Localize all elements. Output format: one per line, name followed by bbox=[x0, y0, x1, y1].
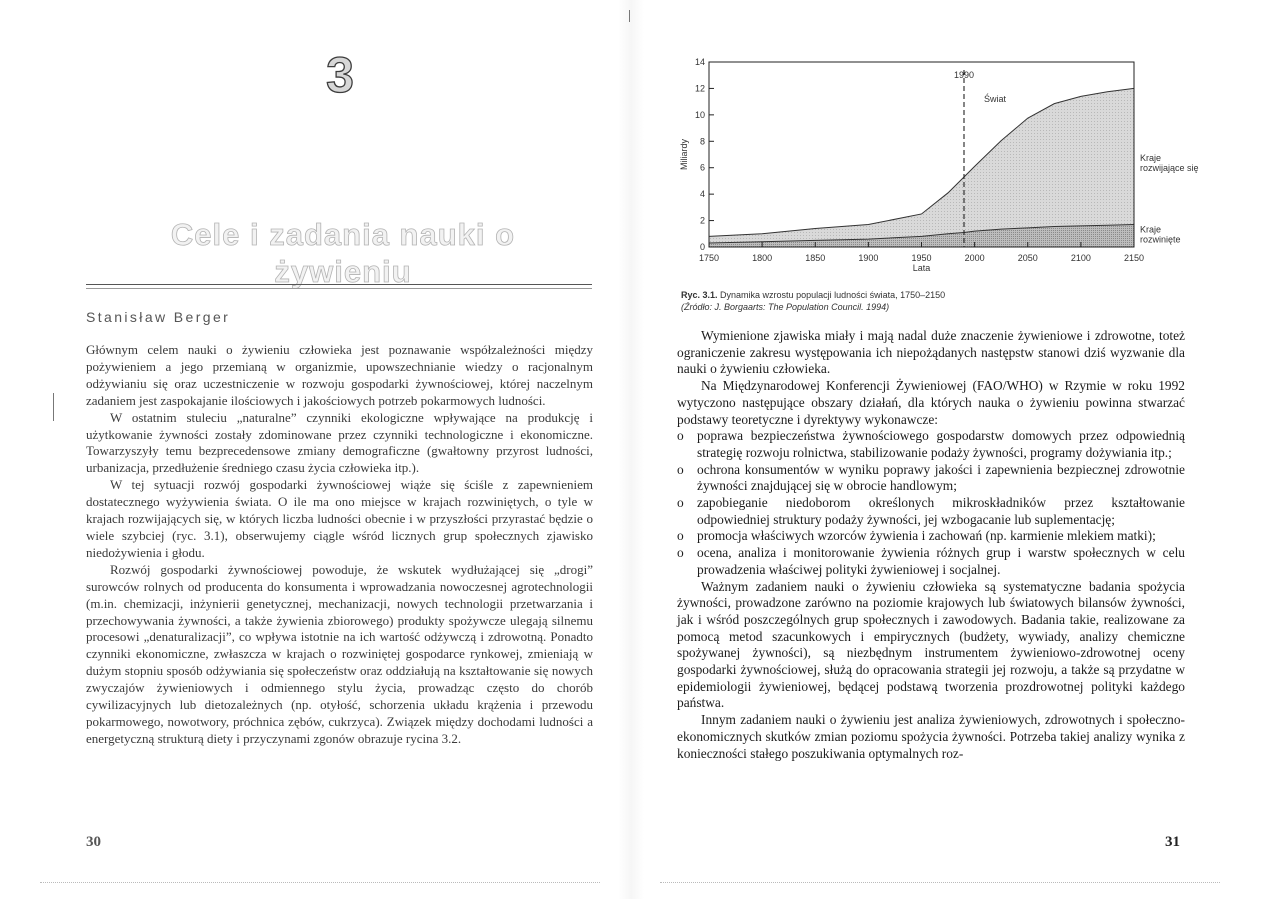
x-axis-label: Lata bbox=[912, 263, 931, 273]
list-item: o ocena, analiza i monitorowanie żywienia różnych grup i warstw społecznych w celu prowadzenia właściwej polityki żywieniowej i socjalnej. bbox=[677, 545, 1185, 578]
x-tick-label: 1850 bbox=[805, 253, 826, 263]
list-item: o promocja właściwych wzorców żywienia i zachowań (np. karmienie mlekiem matki); bbox=[677, 528, 1185, 545]
x-tick-label: 2000 bbox=[964, 253, 985, 263]
page-number: 31 bbox=[1165, 834, 1180, 850]
y-tick-label: 2 bbox=[699, 215, 705, 226]
list-item: o zapobieganie niedoborom określonych mikroskładników przez kształtowanie odpowiedniej struktury podaży żywności, jej wzbogacanie lub suplementację; bbox=[677, 495, 1185, 528]
x-tick-label: 1750 bbox=[698, 253, 720, 263]
paragraph: Rozwój gospodarki żywnościowej powoduje, że wskutek wydłużającej się „drogi” surowców rolnych od producenta do konsumenta i wprowadzania nowoczesnej agrotechnologii (m.in. chemizacji, inżynierii genetycznej, mechanizacji, nowych technologii przetwarzania i przechowywania żywności, a także żywienia zbiorowego) produkty spożywcze ulegają silnemu procesowi „denaturalizacji”, co wpływa istotnie na ich wartość odżywczą i zdrowotną. Ponadto czynniki ekonomiczne, zwłaszcza w krajach o rozwiniętej gospodarce rynkowej, zmieniają w dużym stopniu sposób odżywiania się społeczeństw oraz oddziałują na kształtowanie się nowych zwyczajów żywieniowych i odmiennego stylu życia, prowadząc często do chorób cywilizacyjnych lub dietozależnych (np. otyłość, schorzenia układu krążenia i przewodu pokarmowego, nowotwory, próchnica zębów, cukrzyca). Związek między dochodami ludności a energetyczną strukturą diety i przyczynami zgonów obrazuje rycina 3.2. bbox=[86, 561, 593, 746]
left-body-text bbox=[86, 342, 593, 748]
y-axis-label: Miliardy bbox=[679, 138, 689, 171]
figure-label: Ryc. 3.1. bbox=[681, 290, 718, 300]
chapter-title: Cele i zadania nauki o żywieniu bbox=[170, 217, 516, 290]
right-body-text bbox=[677, 328, 1185, 762]
figure-caption-text: Dynamika wzrostu populacji ludności świata, 1750–2150 bbox=[720, 290, 946, 300]
title-rule bbox=[86, 284, 592, 285]
y-tick-label: 10 bbox=[694, 109, 705, 120]
scan-noise bbox=[660, 882, 1220, 884]
population-chart-svg bbox=[679, 52, 1201, 282]
paragraph: W tej sytuacji rozwój gospodarki żywnościowej wiąże się ściśle z zapewnieniem dostatecznego wyżywienia świata. O ile ma ono miejsce w krajach rozwiniętych, o tyle w krajach rozwijających się, w których liczba ludności obecnie i w przyszłości przyrastać będzie o wiele szybciej (ryc. 3.1), obserwujemy ciągle wśród licznych grup społecznych zjawisko niedożywienia i głodu. bbox=[86, 477, 593, 560]
paragraph: Na Międzynarodowej Konferencji Żywieniowej (FAO/WHO) w Rzymie w roku 1992 wytyczono następujące obszary działań, dla których nauka o żywieniu powinna stwarzać podstawy teoretyczne i dyrektywy wykonawcze: bbox=[677, 378, 1185, 427]
list-item: o ochrona konsumentów w wyniku poprawy jakości i zapewnienia bezpiecznej zdrowotnie żywności znajdującej się w obrocie handlowym; bbox=[677, 462, 1185, 495]
x-tick-label: 2050 bbox=[1017, 253, 1038, 263]
population-chart bbox=[679, 52, 1201, 282]
list-item: o poprawa bezpieczeństwa żywnościowego gospodarstw domowych przez odpowiednią strategię rozwoju rolnictwa, stabilizowanie podaży żywności, programy dożywiania itp.; bbox=[677, 428, 1185, 461]
page-number: 30 bbox=[86, 834, 101, 850]
x-tick-label: 1950 bbox=[911, 253, 932, 263]
series-area-kraje-rozwijajace-sie bbox=[709, 88, 1134, 247]
action-areas-list bbox=[677, 428, 1185, 578]
figure-source: (Źródło: J. Borgaarts: The Population Council. 1994) bbox=[681, 302, 890, 312]
legend-kraje-rozwijajace-sie: Kraje rozwijające się bbox=[1140, 153, 1199, 174]
left-page bbox=[0, 0, 631, 899]
y-tick-label: 14 bbox=[694, 57, 705, 67]
y-tick-label: 6 bbox=[699, 162, 705, 173]
legend-kraje-rozwiniete: Kraje rozwinięte bbox=[1140, 224, 1181, 245]
x-tick-label: 2100 bbox=[1070, 253, 1091, 263]
paragraph: Ważnym zadaniem nauki o żywieniu człowieka są systematyczne badania spożycia żywności, prowadzone zarówno na poziomie krajowych lub światowych bilansów żywności, jak i wśród poszczególnych grup społecznych i zawodowych. Badania takie, realizowane za pomocą metod szacunkowych i empirycznych (budżety, wywiady, analizy chemiczne spożywanej żywności), są niezbędnym instrumentem żywieniowo-zdrowotnej oceny gospodarki żywnościowej, służą do opracowania strategii jej rozwoju, a także są przydatne w epidemiologii żywieniowej, będącej podstawą tworzenia prozdrowotnej polityki każdego państwa. bbox=[677, 578, 1185, 711]
paragraph: Wymienione zjawiska miały i mają nadal duże znaczenie żywieniowe i zdrowotne, toteż ograniczenie zakresu występowania ich niepożądanych następstw stanowi dziś wyzwanie dla nauki o żywieniu człowieka. bbox=[677, 328, 1185, 377]
y-tick-label: 12 bbox=[694, 83, 705, 94]
paragraph: W ostatnim stuleciu „naturalne” czynniki ekologiczne wpływające na produkcję i użytkowanie żywności zostały zdominowane przez czynniki technologiczne i ekonomiczne. Towarzyszyły temu bezprecedensowe zmiany demograficzne (gwałtowny przyrost ludności, urbanizacja, przedłużenie średniego czasu życia człowieka itp.). bbox=[86, 409, 593, 476]
y-tick-label: 0 bbox=[699, 242, 705, 252]
paragraph: Głównym celem nauki o żywieniu człowieka jest poznawanie współzależności między pożywieniem a jego przemianą w organizmie, upowszechnianie wiedzy o racjonalnym odżywianiu się oraz uczestniczenie w rozwoju gospodarki żywnościowej, której naczelnym zadaniem jest zaspokajanie ilościowych i jakościowych potrzeb pokarmowych ludności. bbox=[86, 342, 593, 408]
author-name: Stanisław Berger bbox=[86, 309, 231, 325]
right-page bbox=[631, 0, 1263, 899]
y-tick-label: 8 bbox=[699, 136, 705, 147]
paragraph: Innym zadaniem nauki o żywieniu jest analiza żywieniowych, zdrowotnych i społeczno-ekonomicznych skutków zmian poziomu spożycia żywności. Potrzeba takiej analizy wynika z konieczności stałego poszukiwania optymalnych roz- bbox=[677, 712, 1185, 761]
scan-noise bbox=[40, 882, 600, 884]
title-rule bbox=[86, 288, 592, 289]
annotation-world: Świat bbox=[984, 94, 1007, 104]
chapter-number: 3 bbox=[326, 47, 354, 103]
x-tick-label: 2150 bbox=[1123, 253, 1145, 263]
x-tick-label: 1900 bbox=[858, 253, 879, 263]
x-tick-label: 1800 bbox=[752, 253, 773, 263]
annotation-1990: 1990 bbox=[953, 70, 975, 80]
y-tick-label: 4 bbox=[699, 189, 705, 200]
figure-caption bbox=[681, 289, 1201, 313]
margin-mark bbox=[53, 393, 54, 421]
gutter-mark bbox=[629, 10, 630, 22]
